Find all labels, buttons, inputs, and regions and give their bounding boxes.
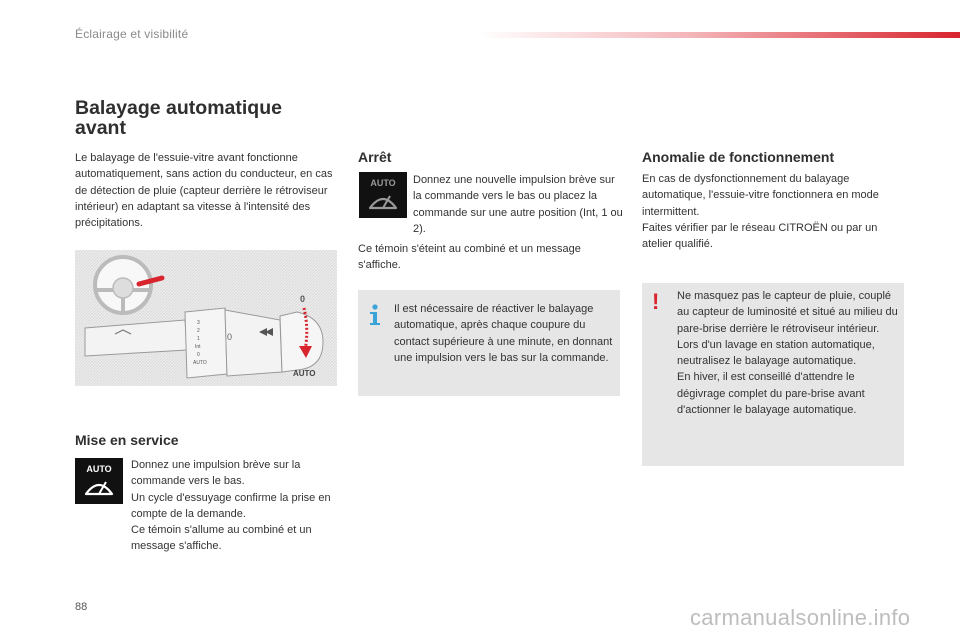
svg-text:AUTO: AUTO — [193, 360, 207, 366]
svg-text:0: 0 — [197, 352, 200, 358]
arret-text: Donnez une nouvelle impulsion brève sur la commande vers le bas ou placez la commande sur une autre position (Int, 1 ou 2). — [413, 174, 623, 235]
anomalie-line: En cas de dysfonctionnement du balayage automatique, l'essuie-vitre fonctionnera en mode intermittent. — [642, 173, 879, 218]
warning-line: Ne masquez pas le capteur de pluie, couplé au capteur de luminosité et situé au milieu du pare-brise derrière le rétroviseur intérieur. — [677, 290, 898, 335]
anomalie-line: Faites vérifier par le réseau CITROËN ou par un atelier qualifié. — [642, 221, 878, 251]
info-note-box — [358, 290, 620, 396]
mise-en-service-title: Mise en service — [75, 432, 179, 448]
intro-paragraph: Le balayage de l'essuie-vitre avant fonctionne automatiquement, sans action du conducteur, en cas de détection de pluie (capteur derrière le rétroviseur intérieur) en adaptant sa vitesse à l'intensité des précipitations. — [75, 152, 333, 230]
mise-en-service-line: Ce témoin s'allume au combiné et un message s'affiche. — [131, 524, 312, 553]
info-note-text: Il est nécessaire de réactiver le balayage automatique, après chaque coupure du contact supérieure à une minute, en donnant une impulsion vers le bas sur la commande. — [394, 303, 613, 364]
page-title-line-1: Balayage automatique — [75, 97, 282, 119]
auto-icon-label: AUTO — [86, 464, 112, 474]
auto-wiper-icon — [75, 458, 123, 504]
svg-text:2: 2 — [197, 328, 200, 334]
auto-icon-label: AUTO — [370, 178, 396, 188]
anomalie-text — [642, 171, 900, 252]
svg-text:0: 0 — [300, 294, 306, 304]
wiper-stalk-illustration — [75, 250, 337, 386]
warning-icon: ! — [652, 289, 660, 314]
warning-note-text — [677, 288, 901, 418]
anomalie-title: Anomalie de fonctionnement — [642, 149, 835, 165]
page-number: 88 — [75, 601, 88, 613]
mise-en-service-line: Donnez une impulsion brève sur la commande vers le bas. — [131, 459, 301, 488]
page-title — [75, 98, 325, 138]
svg-text:Int: Int — [195, 344, 201, 350]
section-header: Éclairage et visibilité — [75, 27, 189, 41]
mise-en-service-text — [131, 457, 341, 555]
arret-title: Arrêt — [358, 149, 392, 165]
info-icon — [368, 304, 382, 326]
page-title-line-2: avant — [75, 117, 126, 139]
svg-text:0: 0 — [227, 332, 233, 342]
warning-line: Lors d'un lavage en station automatique, neutralisez le balayage automatique. — [677, 338, 875, 368]
watermark: carmanualsonline.info — [690, 605, 911, 630]
auto-wiper-off-icon — [359, 172, 407, 218]
svg-text:AUTO: AUTO — [293, 369, 316, 378]
mise-en-service-line: Un cycle d'essuyage confirme la prise en compte de la demande. — [131, 491, 331, 520]
svg-text:3: 3 — [197, 320, 200, 326]
svg-text:1: 1 — [197, 336, 200, 342]
arret-text-2: Ce témoin s'éteint au combiné et un message s'affiche. — [358, 243, 581, 272]
warning-line: En hiver, il est conseillé d'attendre le dégivrage complet du pare-brise avant d'actionner le balayage automatique. — [677, 371, 865, 417]
header-accent-bar — [478, 32, 960, 38]
warning-note-box — [642, 283, 904, 466]
